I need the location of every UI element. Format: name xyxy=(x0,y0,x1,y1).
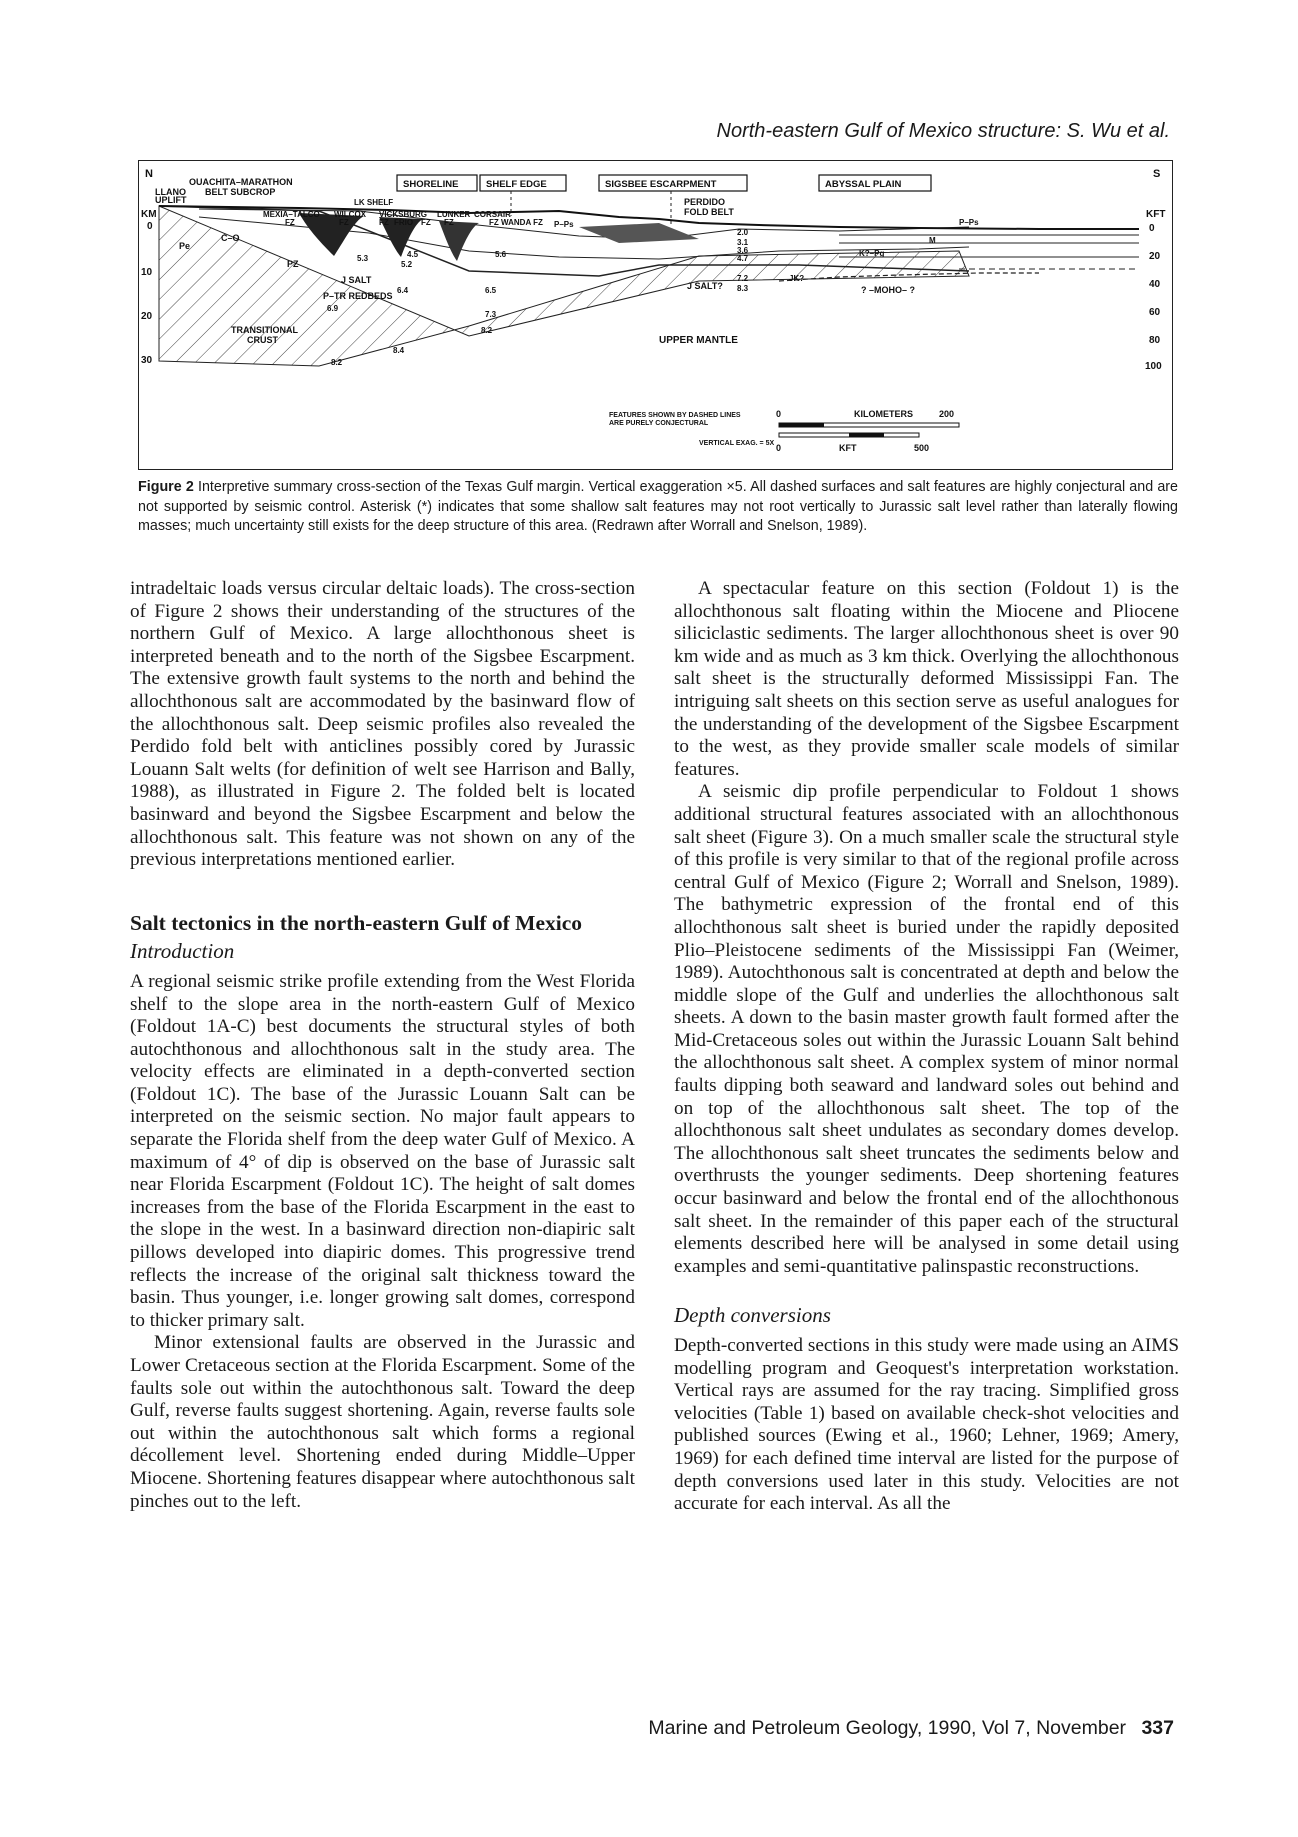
right-paragraph-3: Depth-converted sections in this study were made using an AIMS modelling program and Geoquest's interpretation workstation. Vertical rays are assumed for the ray tracing. Simplified gross velocities (Table 1) based on available check-shot velocities and published sources (Ewing et al., 1960; Lehner, 1969; Amery, 1969) for each defined time interval are listed for the purpose of depth conversions used later in this study. Velocities are not accurate for each interval. As all the xyxy=(674,1335,1179,1515)
kft-scale-label: KFT xyxy=(839,443,857,453)
well-depth-label: 4.5 xyxy=(407,250,419,259)
uplift-label: UPLIFT xyxy=(155,195,187,205)
km-tick-0: 0 xyxy=(147,221,153,232)
p-tr-label: P–TR REDBEDS xyxy=(323,291,393,301)
kft-axis-label: KFT xyxy=(1146,209,1166,220)
fz3-label: FZ xyxy=(379,218,389,227)
allochthonous-salt xyxy=(579,223,699,243)
sigsbee-label: SIGSBEE ESCARPMENT xyxy=(605,179,717,190)
running-head: North-eastern Gulf of Mexico structure: S. Wu et al. xyxy=(716,120,1170,142)
kft-tick-0: 0 xyxy=(1149,223,1155,234)
north-label: N xyxy=(145,168,153,180)
well-depth-label: 3.1 xyxy=(737,238,749,247)
section-heading: Salt tectonics in the north-eastern Gulf of Mexico xyxy=(130,910,583,935)
figure-caption xyxy=(138,478,1178,537)
upper-mantle-label: UPPER MANTLE xyxy=(659,335,738,346)
km-tick-30: 30 xyxy=(141,355,153,366)
scale-500: 500 xyxy=(914,443,930,453)
wilcox-label: WILCOX xyxy=(334,210,366,219)
p-ps-right-label: P–Ps xyxy=(959,218,979,227)
left-paragraph-2: A regional seismic strike profile extending from the West Florida shelf to the slope area in the north-eastern Gulf of Mexico (Foldout 1A-C) best documents the structural styles of both autochthonous and allochthonous salt in the study area. The velocity effects are eliminated in a depth-converted section (Foldout 1C). The base of the Jurassic Louann Salt can be interpreted on the seismic section. No major fault appears to separate the Florida shelf from the deep water Gulf of Mexico. A maximum of 4° of dip is observed on the base of Jurassic salt near Florida Escarpment (Foldout 1C). The height of salt domes increases from the base of the Florida Escarpment in the east to the slope in the west. In a basinward direction non-diapiric salt pillows developed into diapiric domes. This progressive trend reflects the increase of the original salt thickness toward the basin. Thus younger, i.e. longer growing salt domes, correspond to thicker primary salt. xyxy=(130,970,635,1331)
scale-200: 200 xyxy=(939,409,955,419)
c-o-label: C–O xyxy=(221,233,240,243)
k-pg-label: K?–Pg xyxy=(859,249,885,258)
jk-label: JK? xyxy=(789,274,805,283)
well-depth-label: 3.6 xyxy=(737,246,749,255)
fz1-label: FZ xyxy=(285,218,295,227)
left-paragraph-3: Minor extensional faults are observed in the Jurassic and Lower Cretaceous section at the Florida Escarpment. Some of the faults sole out within the autochthonous salt. Toward the deep Gulf, reverse faults suggest shortening. Again, reverse faults sole out within the autochthonous salt which forms a regional décollement level. Shortening ended during Middle–Upper Miocene. Shortening features disappear where autochthonous salt pinches out to the left. xyxy=(130,1332,635,1512)
well-depth-label: 7.2 xyxy=(737,274,749,283)
subsection-depth-conversions: Depth conversions xyxy=(674,1303,831,1328)
figure-2-cross-section xyxy=(138,160,1173,470)
shoreline-label: SHORELINE xyxy=(403,179,459,190)
vicksburg-label: VICKSBURG xyxy=(379,210,428,219)
pe-label: Pe xyxy=(179,241,191,251)
right-paragraph-2: A seismic dip profile perpendicular to Foldout 1 shows additional structural features associated with an allochthonous salt sheet (Figure 3). On a much smaller scale the structural style of this profile is very similar to that of the regional profile across central Gulf of Mexico (Figure 2; Worrall and Snelson, 1989). The bathymetric expression of the frontal end of this allochthonous salt sheet is buried under the rapidly deposited Plio–Pleistocene sediments of the Mississippi Fan (Weimer, 1989). Autochthonous salt is concentrated at depth and below the middle slope of the Gulf and underlies the allochthonous salt sheets. A down to the basin master growth fault formed after the Mid-Cretaceous soles out within the Jurassic Louann Salt behind the allochthonous salt sheet. A complex system of minor normal faults dipping both seaward and landward soles out behind and on top of the allochthonous salt sheet. The top of the allochthonous salt sheet undulates as secondary domes develop. The allochthonous salt sheet truncates the sediments below and overthrusts the younger sediments. Deep shortening features occur basinward and below the frontal end of the allochthonous salt sheet. In the remainder of this paper each of the structural elements described here will be analysed in some detail using examples and semi-quantitative palinspastic reconstructions. xyxy=(674,781,1179,1277)
ouachita-label: OUACHITA–MARATHON xyxy=(189,177,293,187)
fz5-label: FZ xyxy=(444,218,454,227)
km-axis-label: KM xyxy=(141,209,157,220)
well-depth-label: 5.3 xyxy=(357,254,369,263)
pz-label: PZ xyxy=(287,259,299,269)
scale-zero-kft: 0 xyxy=(776,443,782,453)
journal-citation: Marine and Petroleum Geology, 1990, Vol 7, November xyxy=(648,1717,1127,1739)
wanda-label: FZ WANDA FZ xyxy=(489,218,543,227)
crust-label: CRUST xyxy=(247,335,278,345)
fz4-label: FZ xyxy=(421,218,431,227)
well-depth-label: 8.2 xyxy=(331,358,343,367)
right-column xyxy=(674,578,1179,1516)
p-ps-left-label: P–Ps xyxy=(554,220,574,229)
salt-body-1 xyxy=(299,213,364,256)
scale-zero-km: 0 xyxy=(776,409,782,419)
south-label: S xyxy=(1153,168,1161,180)
kft-tick-100: 100 xyxy=(1145,361,1162,372)
fold-belt-label: FOLD BELT xyxy=(684,207,734,217)
well-depth-label: 5.6 xyxy=(495,250,507,259)
kft-tick-60: 60 xyxy=(1149,307,1161,318)
well-depth-label: 8.3 xyxy=(737,284,749,293)
abyssal-label: ABYSSAL PLAIN xyxy=(825,179,902,190)
caption-text: Interpretive summary cross-section of the Texas Gulf margin. Vertical exaggeration ×5. All dashed surfaces and salt features are highly conjectural and are not supported by seismic control. Asterisk (*) indicates that some shallow salt features may not root vertically to Jurassic salt level rather than laterally flowing masses; much uncertainty still exists for the deep structure of this area. (Redrawn after Worrall and Snelson, 1989). xyxy=(138,479,1178,534)
kft-tick-20: 20 xyxy=(1149,251,1161,262)
salt-body-3 xyxy=(439,221,479,261)
dashed-note-2: ARE PURELY CONJECTURAL xyxy=(609,420,709,427)
well-depth-label: 6.5 xyxy=(485,286,497,295)
well-depth-label: 4.7 xyxy=(737,254,749,263)
llano-label: LLANO xyxy=(155,187,186,197)
well-depth-label: 8.4 xyxy=(393,346,405,355)
vertical-exag-label: VERTICAL EXAG. = 5X xyxy=(699,440,775,447)
lk-shelf-label: LK SHELF xyxy=(354,198,394,207)
frio-label: FRIO xyxy=(394,218,414,227)
well-depth-label: 2.0 xyxy=(737,228,749,237)
km-tick-10: 10 xyxy=(141,267,153,278)
scale-bar-km-segment xyxy=(779,423,824,427)
kft-tick-40: 40 xyxy=(1149,279,1161,290)
m-label: M xyxy=(929,236,936,245)
scale-bar-kft-segment xyxy=(849,433,884,437)
left-paragraph-1: intradeltaic loads versus circular deltaic loads). The cross-section of Figure 2 shows their understanding of the structures of the northern Gulf of Mexico. A large allochthonous sheet is interpreted beneath and to the north of the Sigsbee Escarpment. The extensive growth fault systems to the north and behind the allochthonous salt are accommodated by the basinward flow of the allochthonous salt. Deep seismic profiles also revealed the Perdido fold belt with anticlines possibly cored by Jurassic Louann Salt welts (for definition of welt see Harrison and Bally, 1988), as illustrated in Figure 2. The folded belt is located basinward and beyond the Sigsbee Escarpment and below the allochthonous salt. This feature was not shown on any of the previous interpretations mentioned earlier. xyxy=(130,578,635,871)
shelf-edge-label: SHELF EDGE xyxy=(486,179,547,190)
dashed-note-1: FEATURES SHOWN BY DASHED LINES xyxy=(609,412,741,419)
transitional-label: TRANSITIONAL xyxy=(231,325,298,335)
corsair-label: CORSAIR xyxy=(474,210,511,219)
page-footer xyxy=(560,1717,1174,1740)
right-paragraph-1: A spectacular feature on this section (Foldout 1) is the allochthonous salt floating within the Miocene and Pliocene siliciclastic sediments. The larger allochthonous sheet is over 90 km wide and as much as 3 km thick. Overlying the allochthonous salt sheet is the structurally deformed Mississippi Fan. The intriguing salt sheets on this section serve as useful analogues for the understanding of the development of the Sigsbee Escarpment to the west, as they provide smaller scale models of similar features. xyxy=(674,578,1179,780)
well-depth-label: 8.2 xyxy=(481,326,493,335)
belt-subcrop-label: BELT SUBCROP xyxy=(205,187,276,197)
moho-label: ? –MOHO– ? xyxy=(861,285,916,295)
well-depth-label: 6.4 xyxy=(397,286,409,295)
km-tick-20: 20 xyxy=(141,311,153,322)
left-column xyxy=(130,578,635,1513)
lunker-label: LUNKER xyxy=(437,210,471,219)
page-number: 337 xyxy=(1141,1717,1174,1739)
km-scale-label: KILOMETERS xyxy=(854,409,914,419)
cross-section-drawing xyxy=(139,161,1172,469)
kft-tick-80: 80 xyxy=(1149,335,1161,346)
transitional-crust-area xyxy=(159,206,969,366)
subsection-introduction: Introduction xyxy=(130,939,235,964)
well-depth-label: 5.2 xyxy=(401,260,413,269)
j-salt-right-label: J SALT? xyxy=(687,281,723,291)
well-depth-label: 6.9 xyxy=(327,304,339,313)
well-depth-label: 7.3 xyxy=(485,310,497,319)
fz2-label: FZ xyxy=(339,218,349,227)
mexia-talco-label: MEXIA–TALCO xyxy=(263,210,320,219)
j-salt-label: J SALT xyxy=(341,275,372,285)
figure-label: Figure 2 xyxy=(138,479,194,495)
perdido-label: PERDIDO xyxy=(684,197,726,207)
